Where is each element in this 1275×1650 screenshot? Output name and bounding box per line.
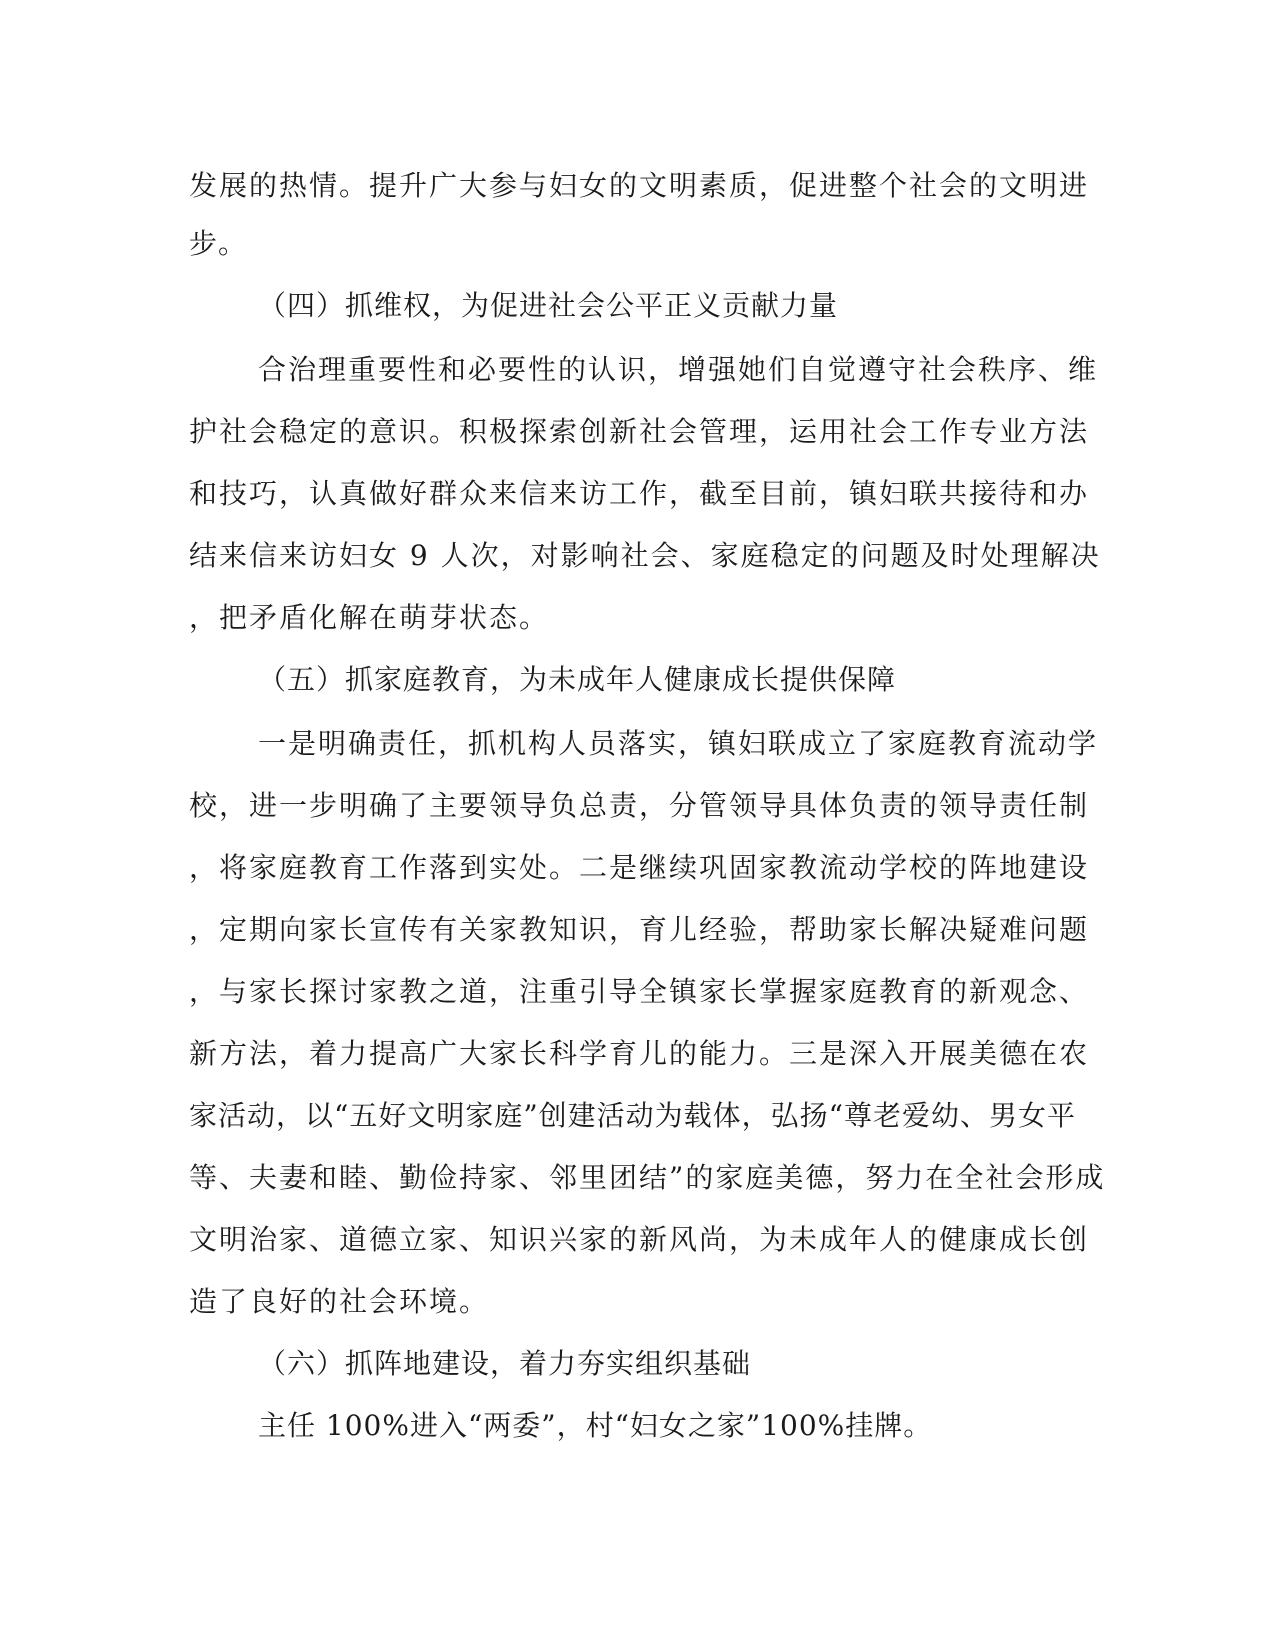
body-text-line: ，将家庭教育工作落到实处。二是继续巩固家教流动学校的阵地建设 bbox=[189, 851, 1090, 884]
body-text-line: 护社会稳定的意识。积极探索创新社会管理，运用社会工作专业方法 bbox=[189, 415, 1090, 448]
body-text-line: 步。 bbox=[189, 227, 248, 260]
body-text-line: 合治理重要性和必要性的认识，增强她们自觉遵守社会秩序、维 bbox=[258, 353, 1099, 386]
section-heading-position-building: （六）抓阵地建设，着力夯实组织基础 bbox=[258, 1347, 752, 1380]
body-text-line: ，把矛盾化解在萌芽状态。 bbox=[189, 601, 550, 634]
body-text-line: 一是明确责任，抓机构人员落实，镇妇联成立了家庭教育流动学 bbox=[258, 727, 1099, 760]
body-text-line: 结来信来访妇女 9 人次，对影响社会、家庭稳定的问题及时处理解决 bbox=[189, 539, 1101, 572]
body-text-line: 校，进一步明确了主要领导负总责，分管领导具体负责的领导责任制 bbox=[189, 789, 1090, 822]
section-heading-family-education: （五）抓家庭教育，为未成年人健康成长提供保障 bbox=[258, 663, 897, 696]
body-text-line: 和技巧，认真做好群众来信来访工作，截至目前，镇妇联共接待和办 bbox=[189, 477, 1090, 510]
section-heading-weiquan: （四）抓维权，为促进社会公平正义贡献力量 bbox=[258, 289, 839, 322]
body-text-line: 发展的热情。提升广大参与妇女的文明素质，促进整个社会的文明进 bbox=[189, 169, 1090, 202]
body-text-line: 文明治家、道德立家、知识兴家的新风尚，为未成年人的健康成长创 bbox=[189, 1223, 1090, 1256]
body-text-line: ，定期向家长宣传有关家教知识，育儿经验，帮助家长解决疑难问题 bbox=[189, 913, 1090, 946]
body-text-line: 新方法，着力提高广大家长科学育儿的能力。三是深入开展美德在农 bbox=[189, 1037, 1090, 1070]
body-text-line: 家活动，以“五好文明家庭”创建活动为载体，弘扬“尊老爱幼、男女平 bbox=[189, 1099, 1076, 1132]
body-text-line: 造了良好的社会环境。 bbox=[189, 1285, 490, 1318]
body-text-line: ，与家长探讨家教之道，注重引导全镇家长掌握家庭教育的新观念、 bbox=[189, 975, 1090, 1008]
body-text-line: 等、夫妻和睦、勤俭持家、邻里团结”的家庭美德，努力在全社会形成 bbox=[189, 1161, 1106, 1194]
body-text-line: 主任 100%进入“两委”，村“妇女之家”100%挂牌。 bbox=[258, 1409, 933, 1442]
